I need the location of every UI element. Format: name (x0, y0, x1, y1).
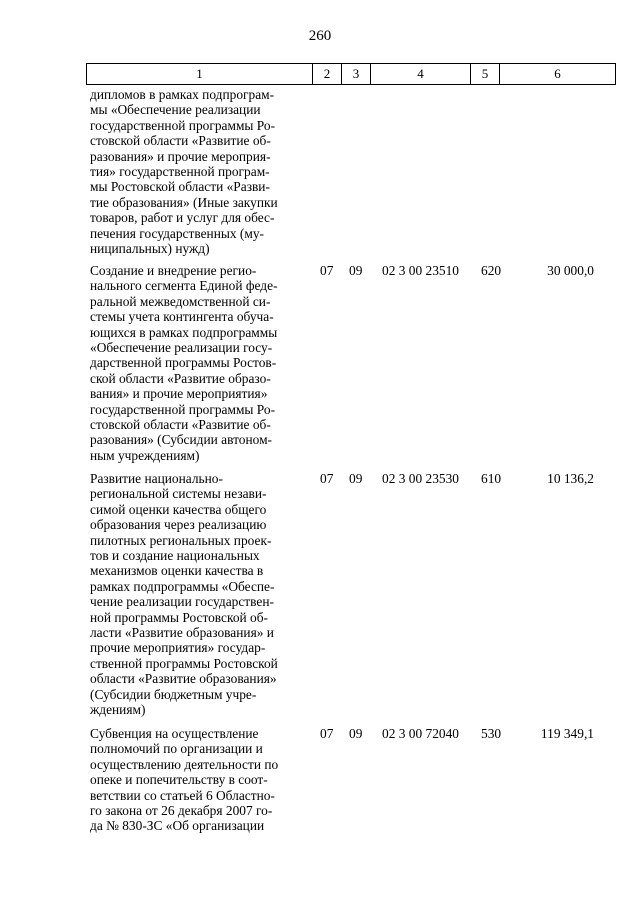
row-amount: 10 136,2 (547, 471, 594, 486)
page-number: 260 (308, 28, 332, 44)
column-header-row (86, 63, 616, 85)
row-expense-type-code: 530 (481, 726, 502, 741)
row-description: Развитие национально- региональной системы незави- симой оценки качества общего образования через реализацию пилотных региональных проек- тов и создание национальных механизмов оценки качества в рамках подпрограммы «Обеспе- чение реализации государствен- ной программы Ростовской об- ласти «Развитие образования» и прочие мероприятия» государ- ственной программы Ростовской области «Развитие образования» (Субсидии бюджетным учре- ждениям) (90, 471, 278, 718)
row-description: Субвенция на осуществление полномочий по организации и осуществлению деятельности по опеке и попечительству в соот- ветствии со статьей 6 Областно- го закона от 26 декабря 2007 го- да № 830-ЗС «Об организации (90, 726, 279, 834)
row-amount: 30 000,0 (547, 263, 594, 278)
column-header-4: 4 (371, 64, 471, 85)
row-expense-type-code: 610 (481, 471, 502, 486)
row-expense-type-code: 620 (481, 263, 502, 278)
column-header-1: 1 (87, 64, 313, 85)
row-subsection-code: 09 (349, 471, 363, 486)
column-header-2: 2 (313, 64, 342, 85)
row-subsection-code: 09 (349, 726, 363, 741)
row-section-code: 07 (320, 726, 334, 741)
column-header-5: 5 (471, 64, 500, 85)
row-description: Создание и внедрение регио- нального сегмента Единой феде- ральной межведомственной си- стемы учета контингента обуча- ющихся в рамках подпрограммы «Обеспечение реализации госу- дарственной программы Ростов- ской области «Развитие образо- вания» и прочие мероприятия» государственной программы Ро- стовской области «Развитие об- разования» (Субсидии автоном- ным учреждениям) (90, 263, 278, 463)
column-header-6: 6 (500, 64, 616, 85)
row-section-code: 07 (320, 471, 334, 486)
row-target-article-code: 02 3 00 23530 (382, 471, 459, 486)
row-description: дипломов в рамках подпрограм- мы «Обеспечение реализации государственной программы Ро- стовской области «Развитие об- разования» и прочие мероприя- тия» государственной програм- мы Ростовской области «Разви- тие образования» (Иные закупки товаров, работ и услуг для обес- печения государственных (му- ниципальных) нужд) (90, 87, 278, 257)
row-section-code: 07 (320, 263, 334, 278)
row-target-article-code: 02 3 00 72040 (382, 726, 459, 741)
row-amount: 119 349,1 (540, 726, 594, 741)
row-subsection-code: 09 (349, 263, 363, 278)
row-target-article-code: 02 3 00 23510 (382, 263, 459, 278)
column-header-3: 3 (342, 64, 371, 85)
